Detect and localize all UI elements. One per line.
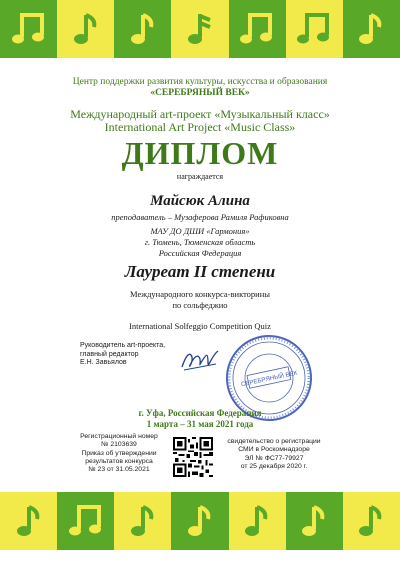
recipient-name: Майсюк Алина — [150, 193, 250, 209]
registration-block — [74, 433, 164, 474]
note-tile — [286, 0, 343, 58]
note-tile — [114, 0, 171, 58]
music-note-icon — [123, 501, 163, 541]
note-tile — [57, 492, 114, 550]
music-note-icon — [66, 501, 106, 541]
bottom-decor-band — [0, 492, 400, 550]
media-date: от 25 декабря 2020 г. — [240, 462, 308, 470]
diploma-title: ДИПЛОМ — [121, 135, 279, 171]
order-number: № 23 от 31.05.2021 — [88, 466, 150, 474]
contest-subject: по сольфеджио — [172, 300, 228, 310]
signature — [178, 345, 222, 375]
project-title-en: International Art Project «Music Class» — [104, 120, 296, 134]
contest-line: Международного конкурса-викторины — [130, 289, 270, 299]
organization-block — [0, 77, 400, 99]
note-tile — [57, 0, 114, 58]
order-label: Приказ об утверждении — [81, 449, 157, 457]
note-tile — [286, 492, 343, 550]
place: г. Уфа, Российская Федерация — [138, 408, 262, 418]
media-authority: СМИ в Роскомнадзоре — [238, 446, 310, 454]
place-date-block — [0, 408, 400, 430]
music-note-icon — [351, 9, 391, 49]
registration-label: Регистрационный номер — [80, 433, 158, 440]
music-note-icon — [294, 9, 334, 49]
school-name: МАУ ДО ДШИ «Гармония» — [150, 226, 250, 236]
media-number: ЭЛ № ФС77-79927 — [244, 454, 304, 462]
school-block — [0, 226, 400, 259]
signer-block — [80, 342, 165, 368]
project-block — [0, 108, 400, 134]
music-note-icon — [123, 9, 163, 49]
signer-position: главный редактор — [80, 350, 139, 358]
note-tile — [171, 0, 228, 58]
note-tile — [229, 492, 286, 550]
registration-number: № 2103639 — [101, 441, 137, 449]
contest-title-en: International Solfeggio Competition Quiz — [129, 321, 271, 331]
music-note-icon — [9, 9, 49, 49]
music-note-icon — [180, 9, 220, 49]
award-degree: Лауреат II степени — [124, 262, 276, 281]
music-note-icon — [294, 501, 334, 541]
stamp-text: СЕРЕБРЯНЫЙ ВЕК — [240, 369, 298, 389]
school-country: Российская Федерация — [158, 248, 242, 258]
signer-role: Руководитель art-проекта, — [80, 342, 166, 349]
music-note-icon — [9, 501, 49, 541]
teacher-line: преподаватель – Музаферова Рамиля Рафиковна — [111, 212, 289, 222]
school-city: г. Тюмень, Тюменская область — [144, 237, 256, 247]
organization-line: Центр поддержки развития культуры, искусства и образования — [72, 77, 328, 87]
note-tile — [343, 0, 400, 58]
note-tile — [0, 492, 57, 550]
media-cert-label: свидетельство о регистрации — [227, 438, 321, 445]
note-tile — [229, 0, 286, 58]
music-note-icon — [237, 501, 277, 541]
note-tile — [171, 492, 228, 550]
organization-name: «СЕРЕБРЯНЫЙ ВЕК» — [150, 88, 250, 98]
note-tile — [0, 0, 57, 58]
music-note-icon — [237, 9, 277, 49]
note-tile — [114, 492, 171, 550]
signer-name: Е.Н. Завьялов — [80, 359, 127, 366]
note-tile — [343, 492, 400, 550]
music-note-icon — [180, 501, 220, 541]
awarded-label: награждается — [176, 172, 224, 181]
music-note-icon — [351, 501, 391, 541]
media-registration-block — [218, 438, 330, 471]
contest-block — [0, 289, 400, 311]
date-range: 1 марта – 31 мая 2021 года — [146, 419, 254, 429]
music-note-icon — [66, 9, 106, 49]
order-label-2: результатов конкурса — [85, 457, 153, 465]
project-title-ru: Международный art-проект «Музыкальный класс» — [70, 107, 330, 121]
qr-code[interactable] — [173, 437, 213, 477]
top-decor-band — [0, 0, 400, 58]
